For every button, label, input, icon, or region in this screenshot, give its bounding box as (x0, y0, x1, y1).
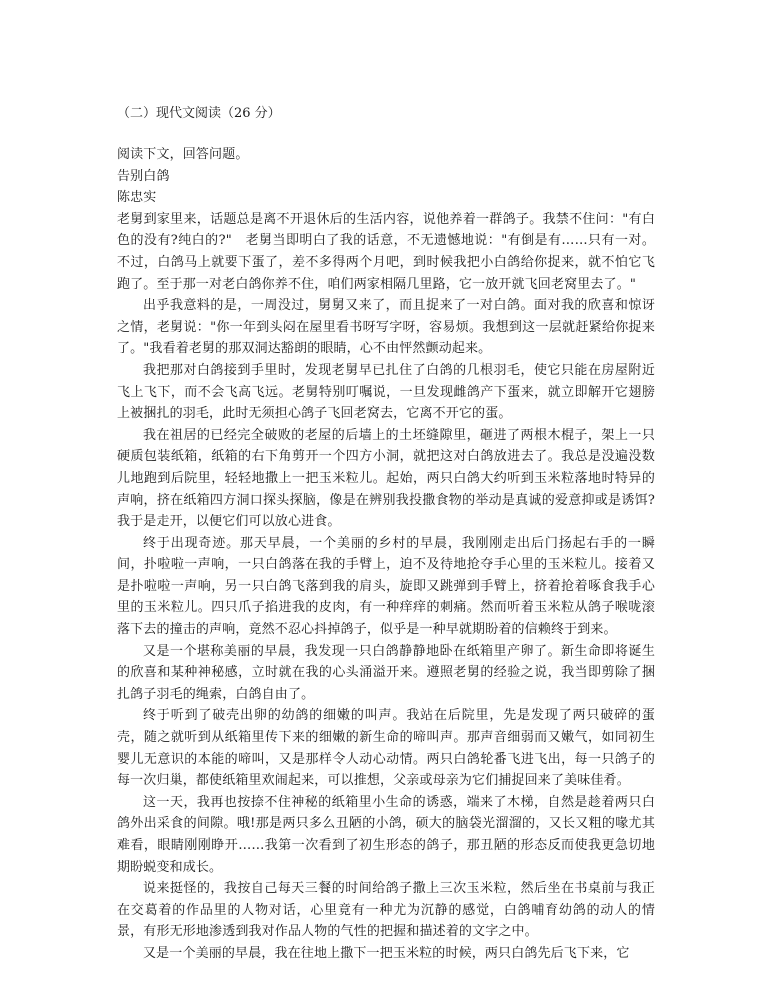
paragraph: 终于出现奇迹。那天早晨，一个美丽的乡村的早晨，我刚刚走出后门扬起右手的一瞬间，扑啦啦一声响，一只白鸽落在我的手臂上，迫不及待地抢夺手心里的玉米粒儿。接着又是扑啦啦一声响，另一只白鸽飞落到我的肩头，旋即又跳弹到手臂上，挤着抢着啄食我手心里的玉米粒儿。四只爪子掐进我的皮肉，有一种痒痒的刺痛。然而听着玉米粒从鸽子喉咙滚落下去的撞击的声响，竟然不忍心抖掉鸽子，似乎是一种早就期盼着的信赖终于到来。 (117, 535, 655, 638)
paragraph: 我在祖居的已经完全破败的老屋的后墙上的土坯缝隙里，砸进了两根木棍子，架上一只硬质包装纸箱，纸箱的右下角剪开一个四方小洞，就把这对白鸽放进去了。我总是没遍没数儿地跑到后院里，轻轻地撒上一把玉米粒儿。起始，两只白鸽大约听到玉米粒落地时特异的声响，挤在纸箱四方洞口探头探脑，像是在辨别我投撒食物的举动是真诚的爱意抑或是诱饵?我于是走开，以便它们可以放心进食。 (117, 427, 655, 530)
paragraph: 老舅到家里来，话题总是离不开退休后的生活内容，说他养着一群鸽子。我禁不住问："有白色的没有?纯白的?" 老舅当即明白了我的话意，不无遗憾地说："有倒是有……只有一对。不过，白鸽马上就要下蛋了，差不多得两个月吧，到时候我把小白鸽给你捉来，就不怕它飞跑了。至于那一对老白鸽你养不住，咱们两家相隔几里路，它一放开就飞回老窝里去了。" (117, 211, 655, 292)
paragraph: 这一天，我再也按捺不住神秘的纸箱里小生命的诱惑，端来了木梯，自然是趁着两只白鸽外出采食的间隙。哦!那是两只多么丑陋的小鸽，硕大的脑袋光溜溜的，又长又粗的喙尤其难看，眼睛刚刚睁开……我第一次看到了初生形态的鸽子，那丑陋的形态反而使我更急切地期盼蜕变和成长。 (117, 794, 655, 875)
paragraph: 我把那对白鸽接到手里时，发现老舅早已扎住了白鸽的几根羽毛，使它只能在房屋附近飞上飞下，而不会飞高飞远。老舅特别叮嘱说，一旦发现雌鸽产下蛋来，就立即解开它翅膀上被捆扎的羽毛，此时无须担心鸽子飞回老窝去，它离不开它的蛋。 (117, 362, 655, 422)
reading-passage (117, 144, 655, 965)
section-title: （二）现代文阅读（26 分） (117, 106, 281, 121)
paragraph: 又是一个美丽的早晨，我在往地上撒下一把玉米粒的时候，两只白鸽先后飞下来，它 (143, 945, 630, 961)
paragraph: 出乎我意料的是，一周没过，舅舅又来了，而且捉来了一对白鸽。面对我的欣喜和惊讶之情，老舅说："你一年到头闷在屋里看书呀写字呀，容易烦。我想到这一层就赶紧给你捉来了。"我看着老舅的那双洞达豁朗的眼睛，心不由怦然颤动起来。 (117, 298, 655, 357)
paragraph: 终于听到了破壳出卵的幼鸽的细嫩的叫声。我站在后院里，先是发现了两只破碎的蛋壳，随之就听到从纸箱里传下来的细嫩的新生命的啼叫声。那声音细弱而又嫩气，如同初生婴儿无意识的本能的啼叫，又是那样令人动心动情。两只白鸽轮番飞进飞出，每一只鸽子的每一次归巢，都使纸箱里欢闹起来，可以推想，父亲或母亲为它们捕捉回来了美味佳肴。 (117, 708, 655, 789)
article-author: 陈忠实 (117, 190, 157, 206)
article-title: 告别白鸽 (117, 168, 170, 184)
paragraph: 说来挺怪的，我按自己每天三餐的时间给鸽子撒上三次玉米粒，然后坐在书桌前与我正在交葛着的作品里的人物对话，心里竟有一种尤为沉静的感觉，白鸽哺育幼鸽的动人的情景，有形无形地渗透到我对作品人物的气性的把握和描述着的文字之中。 (117, 881, 655, 940)
paragraph: 又是一个堪称美丽的早晨，我发现一只白鸽静静地卧在纸箱里产卵了。新生命即将诞生的欣喜和某种神秘感，立时就在我的心头涌溢开来。遵照老舅的经验之说，我当即剪除了捆扎鸽子羽毛的绳索，白鸽自由了。 (117, 643, 655, 702)
instruction-line: 阅读下文，回答问题。 (117, 147, 249, 162)
